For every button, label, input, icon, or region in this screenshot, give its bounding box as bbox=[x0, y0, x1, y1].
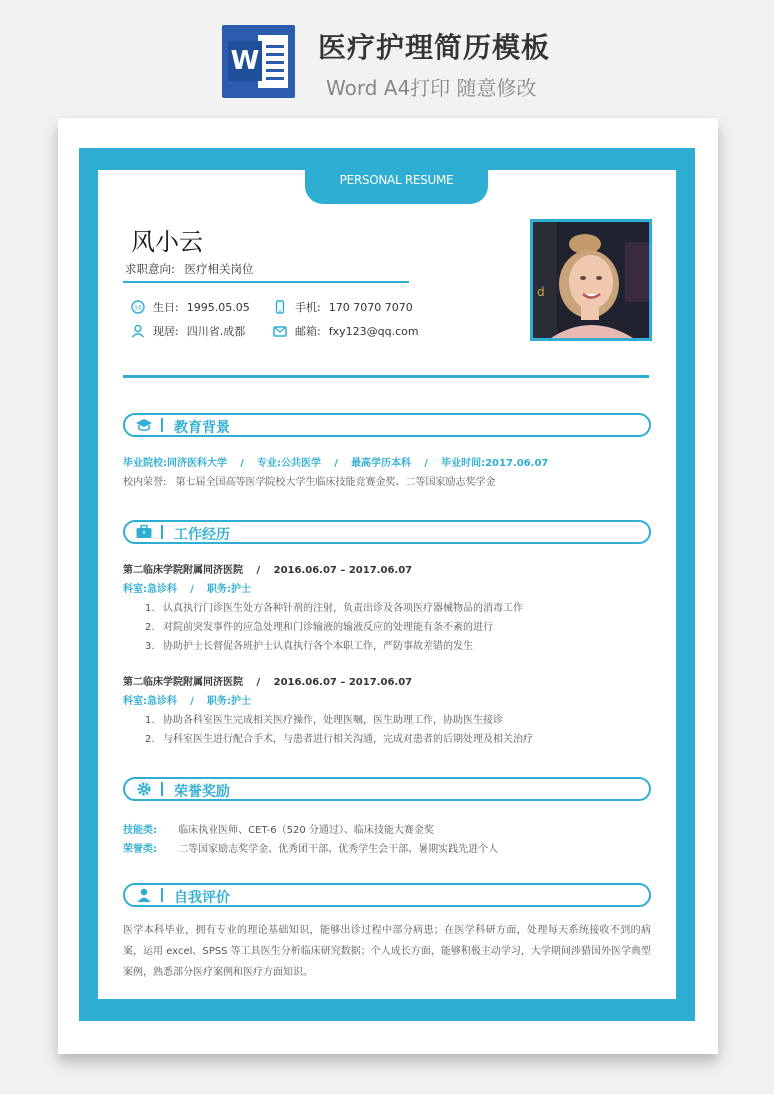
school-value: 同济医科大学 bbox=[167, 458, 227, 469]
personal-resume-tab: PERSONAL RESUME bbox=[305, 166, 488, 204]
job-intent-value: 医疗相关岗位 bbox=[184, 262, 254, 276]
job-1-role-value: 护士 bbox=[231, 584, 252, 595]
work-title: 工作经历 bbox=[174, 527, 230, 543]
skills-award-label: 技能类: bbox=[123, 825, 157, 836]
job-1-role: 科室:急诊科 / 职务:护士 bbox=[123, 584, 252, 595]
word-logo-icon bbox=[222, 25, 295, 98]
job-1-item-1: 1. 认真执行门诊医生处方各种针剂的注射，负责出诊及各项医疗器械物品的消毒工作 bbox=[145, 603, 523, 614]
banner-title: 医疗护理简历模板 bbox=[318, 31, 551, 64]
location-value: 四川省.成都 bbox=[186, 325, 246, 338]
awards-title: 荣誉奖励 bbox=[174, 784, 230, 800]
candidate-name: 风小云 bbox=[131, 228, 203, 256]
job-intent bbox=[125, 261, 254, 277]
svg-text:d: d bbox=[537, 285, 545, 299]
resume-content bbox=[98, 170, 676, 999]
education-title: 教育背景 bbox=[174, 420, 230, 436]
person-icon bbox=[131, 324, 145, 338]
email-row bbox=[273, 323, 419, 339]
resume-frame bbox=[79, 148, 695, 1021]
location-row bbox=[131, 323, 245, 339]
school-honor-value: 第七届全国高等医学院校大学生临床技能竞赛金奖、二等国家励志奖学金 bbox=[175, 477, 496, 488]
birthday-value: 1995.05.05 bbox=[186, 300, 250, 314]
job-intent-label: 求职意向: bbox=[125, 262, 175, 276]
header-divider bbox=[123, 375, 649, 378]
self-eval-section-header bbox=[123, 883, 651, 907]
profile-photo bbox=[530, 219, 652, 341]
birthday-icon bbox=[131, 300, 145, 314]
birthday-row bbox=[131, 299, 250, 315]
word-logo-letter: W bbox=[228, 41, 262, 81]
school-honor-line bbox=[123, 473, 496, 488]
education-section-header bbox=[123, 413, 651, 437]
honor-award-line bbox=[123, 840, 498, 855]
job-2-dept-label: 科室: bbox=[123, 696, 147, 707]
birthday-label: 生日: bbox=[153, 301, 179, 314]
banner bbox=[0, 0, 774, 110]
email-icon bbox=[273, 324, 287, 338]
job-1-dept-value: 急诊科 bbox=[147, 584, 177, 595]
job-2-org: 第二临床学院附属同济医院 bbox=[123, 677, 243, 688]
job-2-header: 第二临床学院附属同济医院 / 2016.06.07 – 2017.06.07 bbox=[123, 677, 413, 688]
location-label: 现居: bbox=[153, 325, 179, 338]
intent-underline bbox=[123, 281, 409, 283]
phone-value: 170 7070 7070 bbox=[328, 300, 413, 314]
skills-award-value: 临床执业医师、CET-6（520 分通过）、临床技能大赛金奖 bbox=[178, 825, 434, 836]
job-2-item-2: 2. 与科室医生进行配合手术，与患者进行相关沟通，完成对患者的后期处理及相关治疗 bbox=[145, 734, 533, 745]
gear-icon bbox=[135, 781, 153, 797]
job-2-role-value: 护士 bbox=[231, 696, 252, 707]
major-value: 公共医学 bbox=[281, 458, 322, 469]
honor-award-value: 二等国家励志奖学金、优秀团干部、优秀学生会干部、暑期实践先进个人 bbox=[178, 844, 499, 855]
phone-icon bbox=[273, 300, 287, 314]
job-2-item-1: 1. 协助各科室医生完成相关医疗操作，处理医嘱，医生助理工作，协助医生接诊 bbox=[145, 715, 503, 726]
degree-label: 最高学历 bbox=[351, 458, 392, 469]
job-2-dept-value: 急诊科 bbox=[147, 696, 177, 707]
resume-page bbox=[58, 118, 718, 1054]
honor-award-label: 荣誉类: bbox=[123, 844, 157, 855]
job-1-role-label: 职务: bbox=[207, 584, 232, 595]
phone-label: 手机: bbox=[295, 301, 321, 314]
job-2-period: 2016.06.07 – 2017.06.07 bbox=[273, 677, 413, 688]
phone-row bbox=[273, 299, 413, 315]
work-section-header bbox=[123, 520, 651, 544]
job-1-period: 2016.06.07 – 2017.06.07 bbox=[273, 565, 413, 576]
job-1-item-2: 2. 对院前突发事件的应急处理和门诊输液的输液反应的处理能有条不紊的进行 bbox=[145, 622, 493, 633]
graduation-cap-icon bbox=[135, 417, 153, 433]
major-label: 专业: bbox=[257, 458, 282, 469]
graduation-value: 2017.06.07 bbox=[485, 458, 549, 469]
education-summary-line: 毕业院校:同济医科大学 / 专业:公共医学 / 最高学历本科 / 毕业时间:2017.06.07 bbox=[123, 458, 549, 469]
job-1-org: 第二临床学院附属同济医院 bbox=[123, 565, 243, 576]
job-1-header: 第二临床学院附属同济医院 / 2016.06.07 – 2017.06.07 bbox=[123, 565, 413, 576]
skills-award-line bbox=[123, 821, 434, 836]
email-label: 邮箱: bbox=[295, 325, 321, 338]
job-1-dept-label: 科室: bbox=[123, 584, 147, 595]
banner-subtitle: Word A4打印 随意修改 bbox=[326, 76, 537, 100]
job-2-role: 科室:急诊科 / 职务:护士 bbox=[123, 696, 252, 707]
job-1-item-3: 3. 协助护士长督促各班护士认真执行各个本职工作，严防事故差错的发生 bbox=[145, 641, 473, 652]
graduation-label: 毕业时间: bbox=[441, 458, 486, 469]
self-eval-text: 医学本科毕业，拥有专业的理论基础知识，能够出诊过程中部分病患；在医学科研方面，处理每天系统接收不到的病案，运用 excel、SPSS 等工具医生分析临床研究数据；个人成长方面，能够积极主动学习，大学期间涉猎国外医学典型案例，熟悉部分医疗案例和医疗方面知识。 bbox=[123, 925, 651, 978]
briefcase-icon bbox=[135, 524, 153, 540]
school-honor-label: 校内荣誉: bbox=[123, 477, 167, 488]
job-2-role-label: 职务: bbox=[207, 696, 232, 707]
self-eval-title: 自我评价 bbox=[174, 890, 230, 906]
degree-value: 本科 bbox=[391, 458, 412, 469]
svg-text:16: 16 bbox=[134, 304, 142, 312]
school-label: 毕业院校: bbox=[123, 458, 167, 469]
email-value: fxy123@qq.com bbox=[328, 324, 419, 338]
user-icon bbox=[135, 887, 153, 903]
awards-section-header bbox=[123, 777, 651, 801]
